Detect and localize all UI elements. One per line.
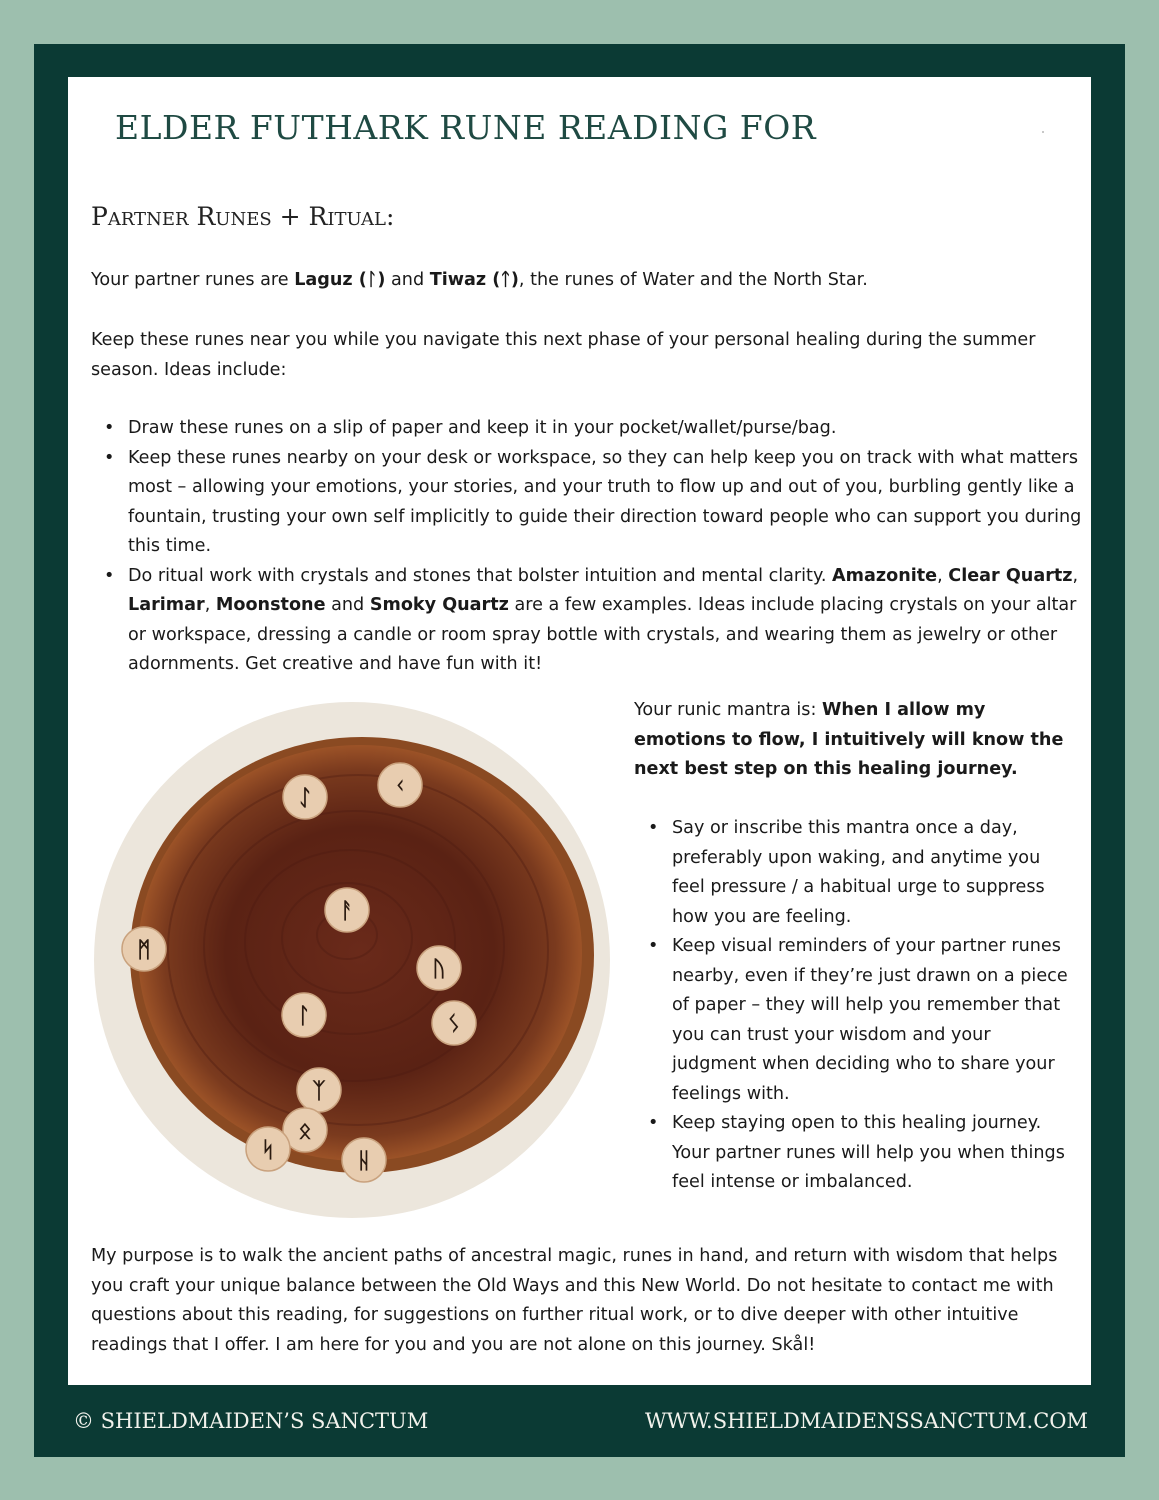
crystal-name: Amazonite xyxy=(832,565,938,586)
rune-token xyxy=(122,927,166,971)
rune-glyph: ᛊ xyxy=(447,1012,461,1037)
rune-glyph: ᛚ xyxy=(297,1004,311,1029)
closing-paragraph: My purpose is to walk the ancient paths of ancestral magic, runes in hand, and return with wisdom that helps you craft your unique balance between the Old Ways and this New World. Do not hesitate to contact me with questions about this reading, for suggestions on further ritual work, or to dive deeper with other intuitive readings that I offer. I am here for you and you are not alone on this journey. Skål! xyxy=(91,1246,1058,1355)
rune-glyph: ᚢ xyxy=(432,957,446,982)
rune-laguz: Laguz (ᛚ) xyxy=(294,270,386,290)
stray-dot xyxy=(1042,131,1044,133)
rune-glyph: ᛇ xyxy=(298,786,312,811)
list-item: • Do ritual work with crystals and stones that bolster intuition and mental clarity. Amazonite, Clear Quartz, Larimar, Moonstone and Smoky Quartz are a few examples. Ideas include placing crystals on your altar or workspace, dressing a candle or room spray bottle with crystals, and wearing them as jewelry or other adornments. Get creative and have fun with it! xyxy=(92,562,1082,680)
intro-text: Your partner runes are xyxy=(91,270,295,290)
keep-runes-paragraph: Keep these runes near you while you navigate this next phase of your personal healing during the summer season. Ideas include: xyxy=(91,330,1036,380)
rune-tiwaz: Tiwaz (ᛏ) xyxy=(429,270,519,290)
rune-glyph: ᚺ xyxy=(357,1149,371,1174)
intro-text: and xyxy=(385,270,430,290)
rune-token xyxy=(282,993,326,1037)
intro-text: , the runes of Water and the North Star. xyxy=(518,270,868,290)
list-item: • Keep visual reminders of your partner runes nearby, even if they’re just drawn on a piece of paper – they will help you remember that you can trust your wisdom and your judgment when deciding who to share your feelings with. xyxy=(636,932,1076,1109)
list-item: • Say or inscribe this mantra once a day, preferably upon waking, and anytime you feel pressure / a habitual urge to suppress how you are feeling. xyxy=(636,814,1076,932)
list-item: • Keep these runes nearby on your desk or workspace, so they can help keep you on track with what matters most – allowing your emotions, your stories, and your truth to flow up and out of you, burbling gently like a fountain, trusting your own self implicitly to guide their direction toward people who can support you during this time. xyxy=(92,444,1082,562)
rune-glyph: ᚨ xyxy=(340,899,354,924)
list-item: • Draw these runes on a slip of paper and keep it in your pocket/wallet/purse/bag. xyxy=(92,414,1082,444)
document-title: ELDER FUTHARK RUNE READING FOR xyxy=(115,108,817,147)
rune-token xyxy=(378,763,422,807)
crystal-name: Clear Quartz xyxy=(948,565,1073,586)
rune-token xyxy=(342,1138,386,1182)
mantra-tips-list xyxy=(636,814,1076,1198)
section-heading: Partner Runes + Ritual: xyxy=(91,202,395,231)
rune-glyph: ᛟ xyxy=(298,1119,312,1144)
rune-token xyxy=(283,775,327,819)
list-item: • Keep staying open to this healing journey. Your partner runes will help you when things feel intense or imbalanced. xyxy=(636,1109,1076,1198)
footer-copyright: © SHIELDMAIDEN’S SANCTUM xyxy=(73,1409,429,1433)
mantra-text: When I allow my emotions to flow, I intuitively will know the next best step on this healing journey. xyxy=(634,700,1064,779)
runic-mantra: Your runic mantra is: When I allow my emotions to flow, I intuitively will know the next best step on this healing journey. xyxy=(634,700,1064,779)
rune-token xyxy=(432,1001,476,1045)
rune-glyph: ᚲ xyxy=(393,774,407,799)
crystal-name: Moonstone xyxy=(215,595,326,615)
crystal-name: Smoky Quartz xyxy=(369,595,509,615)
rune-token xyxy=(417,946,461,990)
rune-token xyxy=(325,888,369,932)
rune-glyph: ᛗ xyxy=(137,938,151,963)
rune-glyph: ᛋ xyxy=(261,1138,275,1163)
rune-token xyxy=(246,1127,290,1171)
rune-token xyxy=(297,1068,341,1112)
ideas-list xyxy=(92,414,1082,680)
partner-runes-intro xyxy=(91,266,1081,296)
footer-website-link[interactable]: WWW.SHIELDMAIDENSSANCTUM.COM xyxy=(644,1409,1088,1433)
crystal-name: Larimar xyxy=(128,595,205,615)
rune-board-photo xyxy=(92,700,612,1220)
rune-glyph: ᛉ xyxy=(312,1079,326,1104)
